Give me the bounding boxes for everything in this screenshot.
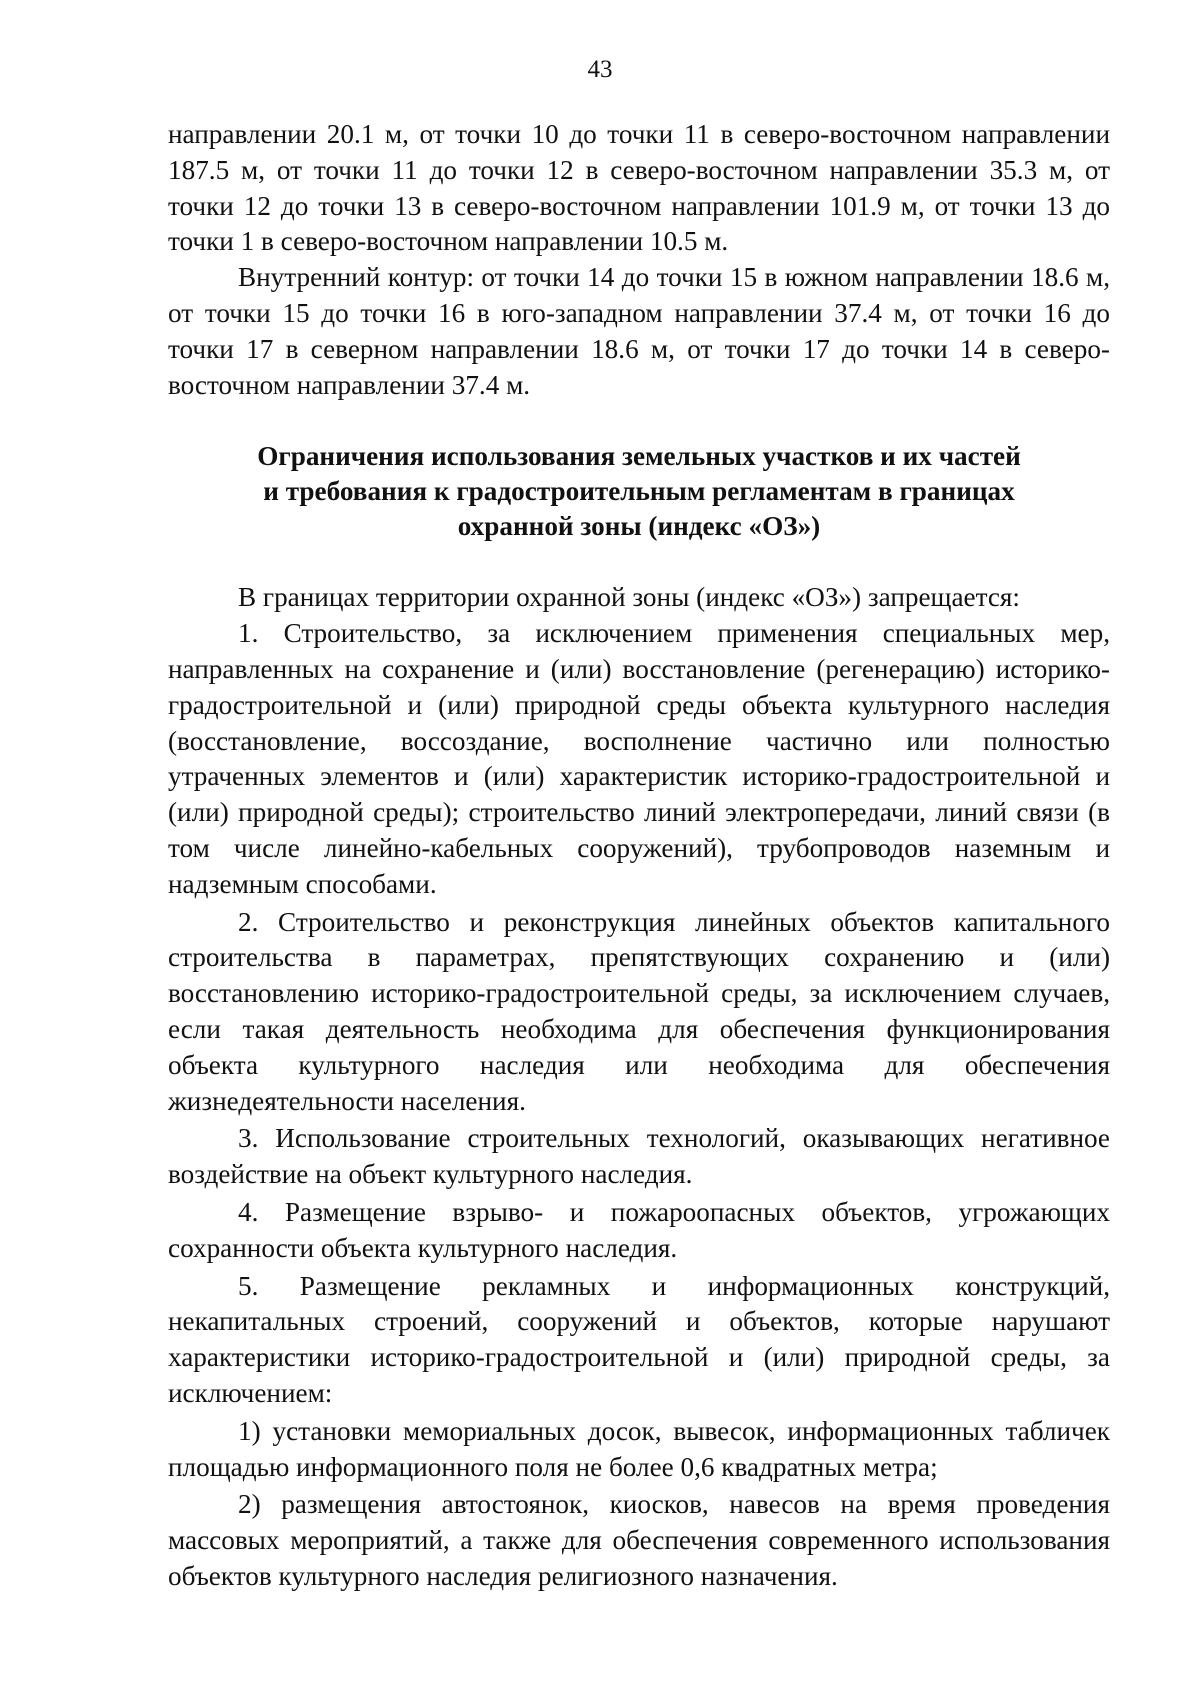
heading-line-2: и требования к градостроительным регламентам в границах (263, 476, 1015, 507)
list-item-4: 4. Размещение взрыво- и пожароопасных объектов, угрожающих сохранности объекта культурного наследия. (168, 1196, 1110, 1263)
list-item-1: 1. Строительство, за исключением применения специальных мер, направленных на сохранение и (или) восстановление (регенерацию) историко-градостроительной и (или) природной среды объекта культурного наследия (восстановление, воссоздание, восполнение частично или полностью утраченных элементов и (или) характеристик историко-градостроительной и (или) природной среды); строительство линий электропередачи, линий связи (в том числе линейно-кабельных сооружений), трубопроводов наземным и надземным способами. (168, 618, 1110, 899)
list-item-3: 3. Использование строительных технологий, оказывающих негативное воздействие на объект культурного наследия. (168, 1123, 1110, 1190)
section-heading (168, 439, 1110, 544)
sub-item-2: 2) размещения автостоянок, киосков, навесов на время проведения массовых мероприятий, а также для обеспечения современного использования объектов культурного наследия религиозного назначения. (168, 1489, 1110, 1591)
intro-paragraph: В границах территории охранной зоны (индекс «ОЗ») запрещается: (238, 582, 1020, 613)
heading-line-3: охранной зоны (индекс «ОЗ») (457, 511, 821, 542)
sub-item-1: 1) установки мемориальных досок, вывесок, информационных табличек площадью информационного поля не более 0,6 квадратных метра; (168, 1415, 1110, 1482)
paragraph-continuation: направлении 20.1 м, от точки 10 до точки 11 в северо-восточном направлении 187.5 м, от точки 11 до точки 12 в северо-восточном направлении 35.3 м, от точки 12 до точки 13 в северо-восточном направлении 101.9 м, от точки 13 до точки 1 в северо-восточном направлении 10.5 м. (168, 119, 1110, 257)
list-item-2: 2. Строительство и реконструкция линейных объектов капитального строительства в параметрах, препятствующих сохранению и (или) восстановлению историко-градостроительной среды, за исключением случаев, если такая деятельность необходима для обеспечения функционирования объекта культурного наследия или необходима для обеспечения жизнедеятельности населения. (168, 906, 1110, 1116)
heading-line-1: Ограничения использования земельных участков и их частей (257, 441, 1021, 472)
paragraph-inner-contour: Внутренний контур: от точки 14 до точки 15 в южном направлении 18.6 м, от точки 15 до точки 16 в юго-западном направлении 37.4 м, от точки 16 до точки 17 в северном направлении 18.6 м, от точки 17 до точки 14 в северо-восточном направлении 37.4 м. (168, 262, 1110, 400)
page-number: 43 (587, 56, 613, 83)
document-body (168, 117, 1110, 1595)
list-item-5: 5. Размещение рекламных и информационных конструкций, некапитальных строений, сооружений и объектов, которые нарушают характеристики историко-градостроительной и (или) природной среды, за исключением: (168, 1270, 1110, 1408)
